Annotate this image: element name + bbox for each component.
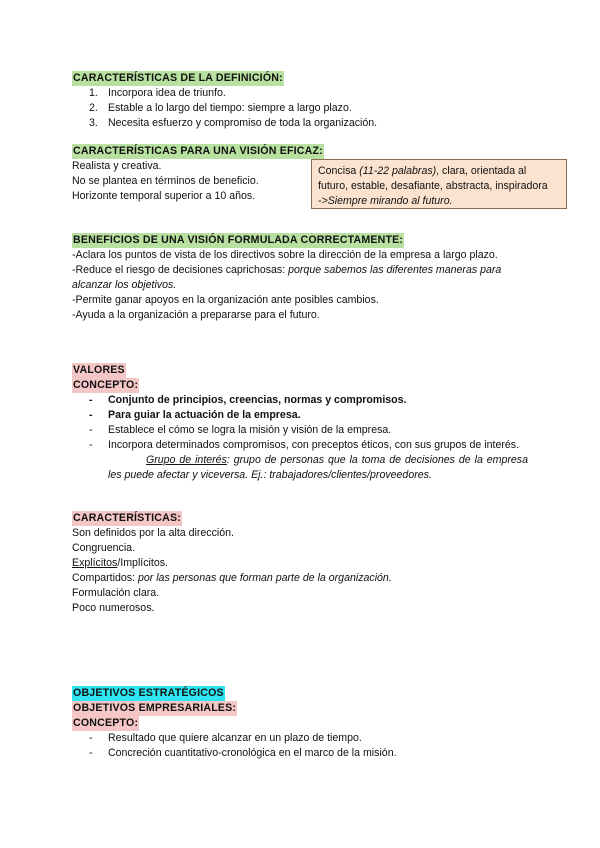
list-item: - Incorpora determinados compromisos, con preceptos éticos, con sus grupos de interés.	[89, 439, 520, 451]
list-item: - Conjunto de principios, creencias, normas y compromisos.	[89, 394, 407, 406]
values-section	[72, 363, 528, 483]
list-item: 2. Estable a lo largo del tiempo: siempre a largo plazo.	[89, 102, 352, 114]
list-item: - Concreción cuantitativo-cronológica en el marco de la misión.	[89, 747, 397, 759]
stakeholder-note: Grupo de interés: grupo de personas que la toma de decisiones de la empresa les puede afectar y viceversa. Ej.: trabajadores/clientes/proveedores.	[108, 454, 528, 481]
benefit-line: alcanzar los objetivos.	[72, 279, 177, 291]
values-title: VALORES	[73, 364, 125, 376]
characteristics-heading: CARACTERÍSTICAS:	[73, 512, 181, 524]
definition-section	[72, 71, 377, 131]
vision-line: Horizonte temporal superior a 10 años.	[72, 190, 256, 202]
list-item: - Establece el cómo se logra la misión y visión de la empresa.	[89, 424, 392, 436]
vision-section	[72, 144, 324, 204]
objectives-title: OBJETIVOS ESTRATÉGICOS	[73, 687, 224, 699]
characteristic-line: Explícitos/Implícitos.	[72, 557, 168, 569]
characteristic-line: Son definidos por la alta dirección.	[72, 527, 234, 539]
definition-heading: CARACTERÍSTICAS DE LA DEFINICIÓN:	[73, 72, 283, 84]
objectives-subheading: OBJETIVOS EMPRESARIALES:	[73, 702, 237, 714]
objectives-concept-heading: CONCEPTO:	[73, 717, 139, 729]
characteristic-line: Congruencia.	[72, 542, 136, 554]
characteristic-line: Poco numerosos.	[72, 602, 155, 614]
values-concept-heading: CONCEPTO:	[73, 379, 139, 391]
benefit-line: -Permite ganar apoyos en la organización ante posibles cambios.	[72, 294, 379, 306]
characteristic-line: Compartidos: por las personas que forman parte de la organización.	[72, 572, 392, 584]
characteristic-line: Formulación clara.	[72, 587, 160, 599]
list-item: - Para guiar la actuación de la empresa.	[89, 409, 301, 421]
strategic-objectives-section	[72, 686, 528, 761]
benefits-section	[72, 233, 532, 323]
values-characteristics-section	[72, 511, 392, 616]
vision-line: No se plantea en términos de beneficio.	[72, 175, 259, 187]
vision-heading: CARACTERÍSTICAS PARA UNA VISIÓN EFICAZ:	[73, 145, 323, 157]
benefit-line: -Reduce el riesgo de decisiones caprichosas: porque sabemos las diferentes maneras para	[72, 264, 502, 276]
benefits-heading: BENEFICIOS DE UNA VISIÓN FORMULADA CORRECTAMENTE:	[73, 234, 404, 246]
benefit-line: -Ayuda a la organización a prepararse para el futuro.	[72, 309, 320, 321]
list-item: 1. Incorpora idea de triunfo.	[89, 87, 226, 99]
definition-list	[72, 86, 377, 131]
list-item: - Resultado que quiere alcanzar en un plazo de tiempo.	[89, 732, 362, 744]
benefit-line: -Aclara los puntos de vista de los directivos sobre la dirección de la empresa a largo plazo.	[72, 249, 498, 261]
list-item: 3. Necesita esfuerzo y compromiso de toda la organización.	[89, 117, 378, 129]
vision-callout-box: Concisa (11-22 palabras), clara, orientada al futuro, estable, desafiante, abstracta, inspiradora ->Siempre mirando al futuro.	[311, 159, 567, 209]
vision-line: Realista y creativa.	[72, 160, 162, 172]
